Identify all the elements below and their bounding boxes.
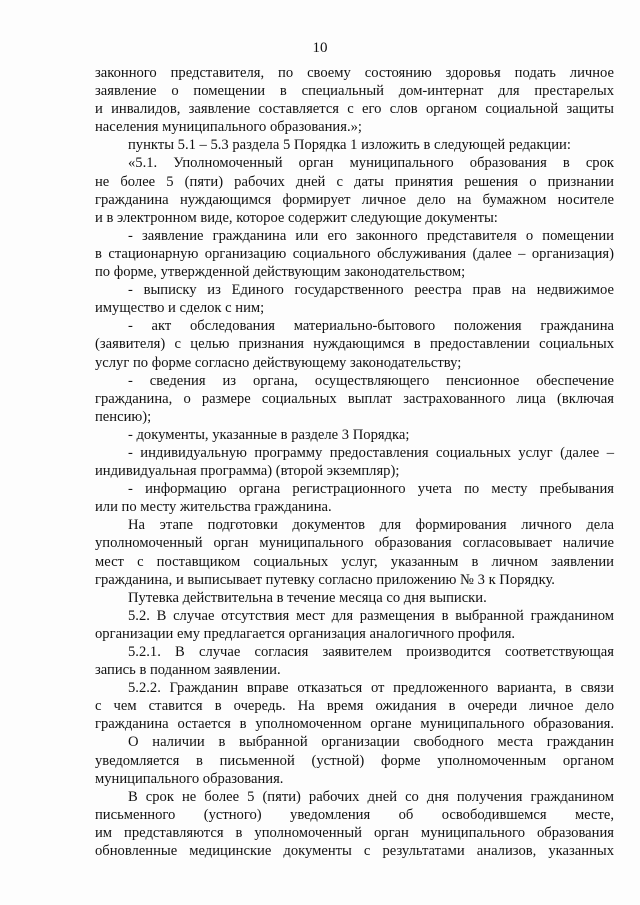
text-line: не более 5 (пяти) рабочих дней с даты принятия решения о признании bbox=[95, 173, 614, 190]
text-line: с чем ставится в очередь. На время ожидания в очереди личное дело bbox=[95, 698, 614, 715]
text-line: им представляются в уполномоченный орган муниципального образования bbox=[95, 824, 614, 841]
text-line: гражданина, о размере социальных выплат застрахованного лица (включая bbox=[95, 390, 614, 407]
text-line: уполномоченный орган муниципального образования согласовывает наличие bbox=[95, 535, 614, 552]
text-line: мест с поставщиком социальных услуг, указанным в личном заявлении bbox=[95, 553, 614, 570]
page-number: 10 bbox=[312, 40, 328, 56]
text-line: 5.2. В случае отсутствия мест для размещения в выбранной гражданином bbox=[128, 607, 614, 624]
text-line: запись в поданном заявлении. bbox=[95, 662, 281, 679]
text-line: (заявителя) с целью признания нуждающимся в предоставлении социальных bbox=[95, 336, 614, 353]
text-line: и в электронном виде, которое содержит следующие документы: bbox=[95, 209, 498, 226]
text-line: - сведения из органа, осуществляющего пенсионное обеспечение bbox=[128, 372, 614, 389]
text-line: - заявление гражданина или его законного представителя о помещении bbox=[128, 227, 614, 244]
text-line: - акт обследования материально-бытового положения гражданина bbox=[128, 318, 614, 335]
text-line: уведомляется в письменной (устной) форме уполномоченным органом bbox=[95, 752, 614, 769]
text-line: - информацию органа регистрационного учета по месту пребывания bbox=[128, 481, 614, 498]
text-line: законного представителя, по своему состоянию здоровья подать личное bbox=[95, 65, 614, 81]
text-line: заявление о помещении в специальный дом-интернат для престарелых bbox=[95, 83, 614, 100]
text-line: услуг по форме согласно действующему законодательству; bbox=[95, 354, 462, 371]
text-line: Путевка действительна в течение месяца со дня выписки. bbox=[128, 589, 487, 606]
text-line: гражданина остается в уполномоченном органе муниципального образования. bbox=[95, 716, 614, 733]
text-line: 5.2.1. В случае согласия заявителем производится соответствующая bbox=[128, 644, 614, 660]
text-line: пенсию); bbox=[95, 408, 152, 425]
text-line: организации ему предлагается организация аналогичного профиля. bbox=[95, 625, 516, 642]
text-line: - индивидуальную программу предоставления социальных услуг (далее – bbox=[128, 444, 614, 461]
text-line: - документы, указанные в разделе 3 Порядка; bbox=[128, 426, 410, 443]
text-line: и инвалидов, заявление составляется с его слов органом социальной защиты bbox=[95, 101, 614, 118]
text-line: - выписку из Единого государственного реестра прав на недвижимое bbox=[128, 282, 614, 299]
text-line: гражданина нуждающимся формирует личное дело на бумажном носителе bbox=[95, 191, 614, 208]
text-line: по форме, утвержденной действующим законодательством; bbox=[95, 264, 466, 281]
text-line: 5.2.2. Гражданин вправе отказаться от предложенного варианта, в связи bbox=[128, 680, 614, 697]
text-line: В срок не более 5 (пяти) рабочих дней со дня получения гражданином bbox=[128, 788, 614, 805]
text-line: в стационарную организацию социального обслуживания (далее – организация) bbox=[95, 245, 614, 262]
text-line: «5.1. Уполномоченный орган муниципального образования в срок bbox=[128, 155, 614, 172]
text-line: письменного (устного) уведомления об освободившемся месте, bbox=[95, 806, 614, 823]
text-line: индивидуальная программа) (второй экземпляр); bbox=[95, 463, 400, 480]
text-line: О наличии в выбранной организации свободного места гражданин bbox=[128, 734, 614, 751]
text-line: муниципального образования. bbox=[95, 770, 284, 787]
text-line: гражданина, и выписывает путевку согласно приложению № 3 к Порядку. bbox=[95, 571, 555, 588]
text-line: обновленные медицинские документы с результатами анализов, указанных bbox=[95, 843, 614, 860]
text-line: На этапе подготовки документов для формирования личного дела bbox=[128, 517, 614, 534]
text-line: пункты 5.1 – 5.3 раздела 5 Порядка 1 изложить в следующей редакции: bbox=[128, 137, 571, 154]
document-body bbox=[95, 64, 614, 860]
text-line: населения муниципального образования.»; bbox=[95, 119, 362, 136]
text-line: имущество и сделок с ним; bbox=[95, 300, 265, 317]
text-line: или по месту жительства гражданина. bbox=[95, 499, 332, 516]
